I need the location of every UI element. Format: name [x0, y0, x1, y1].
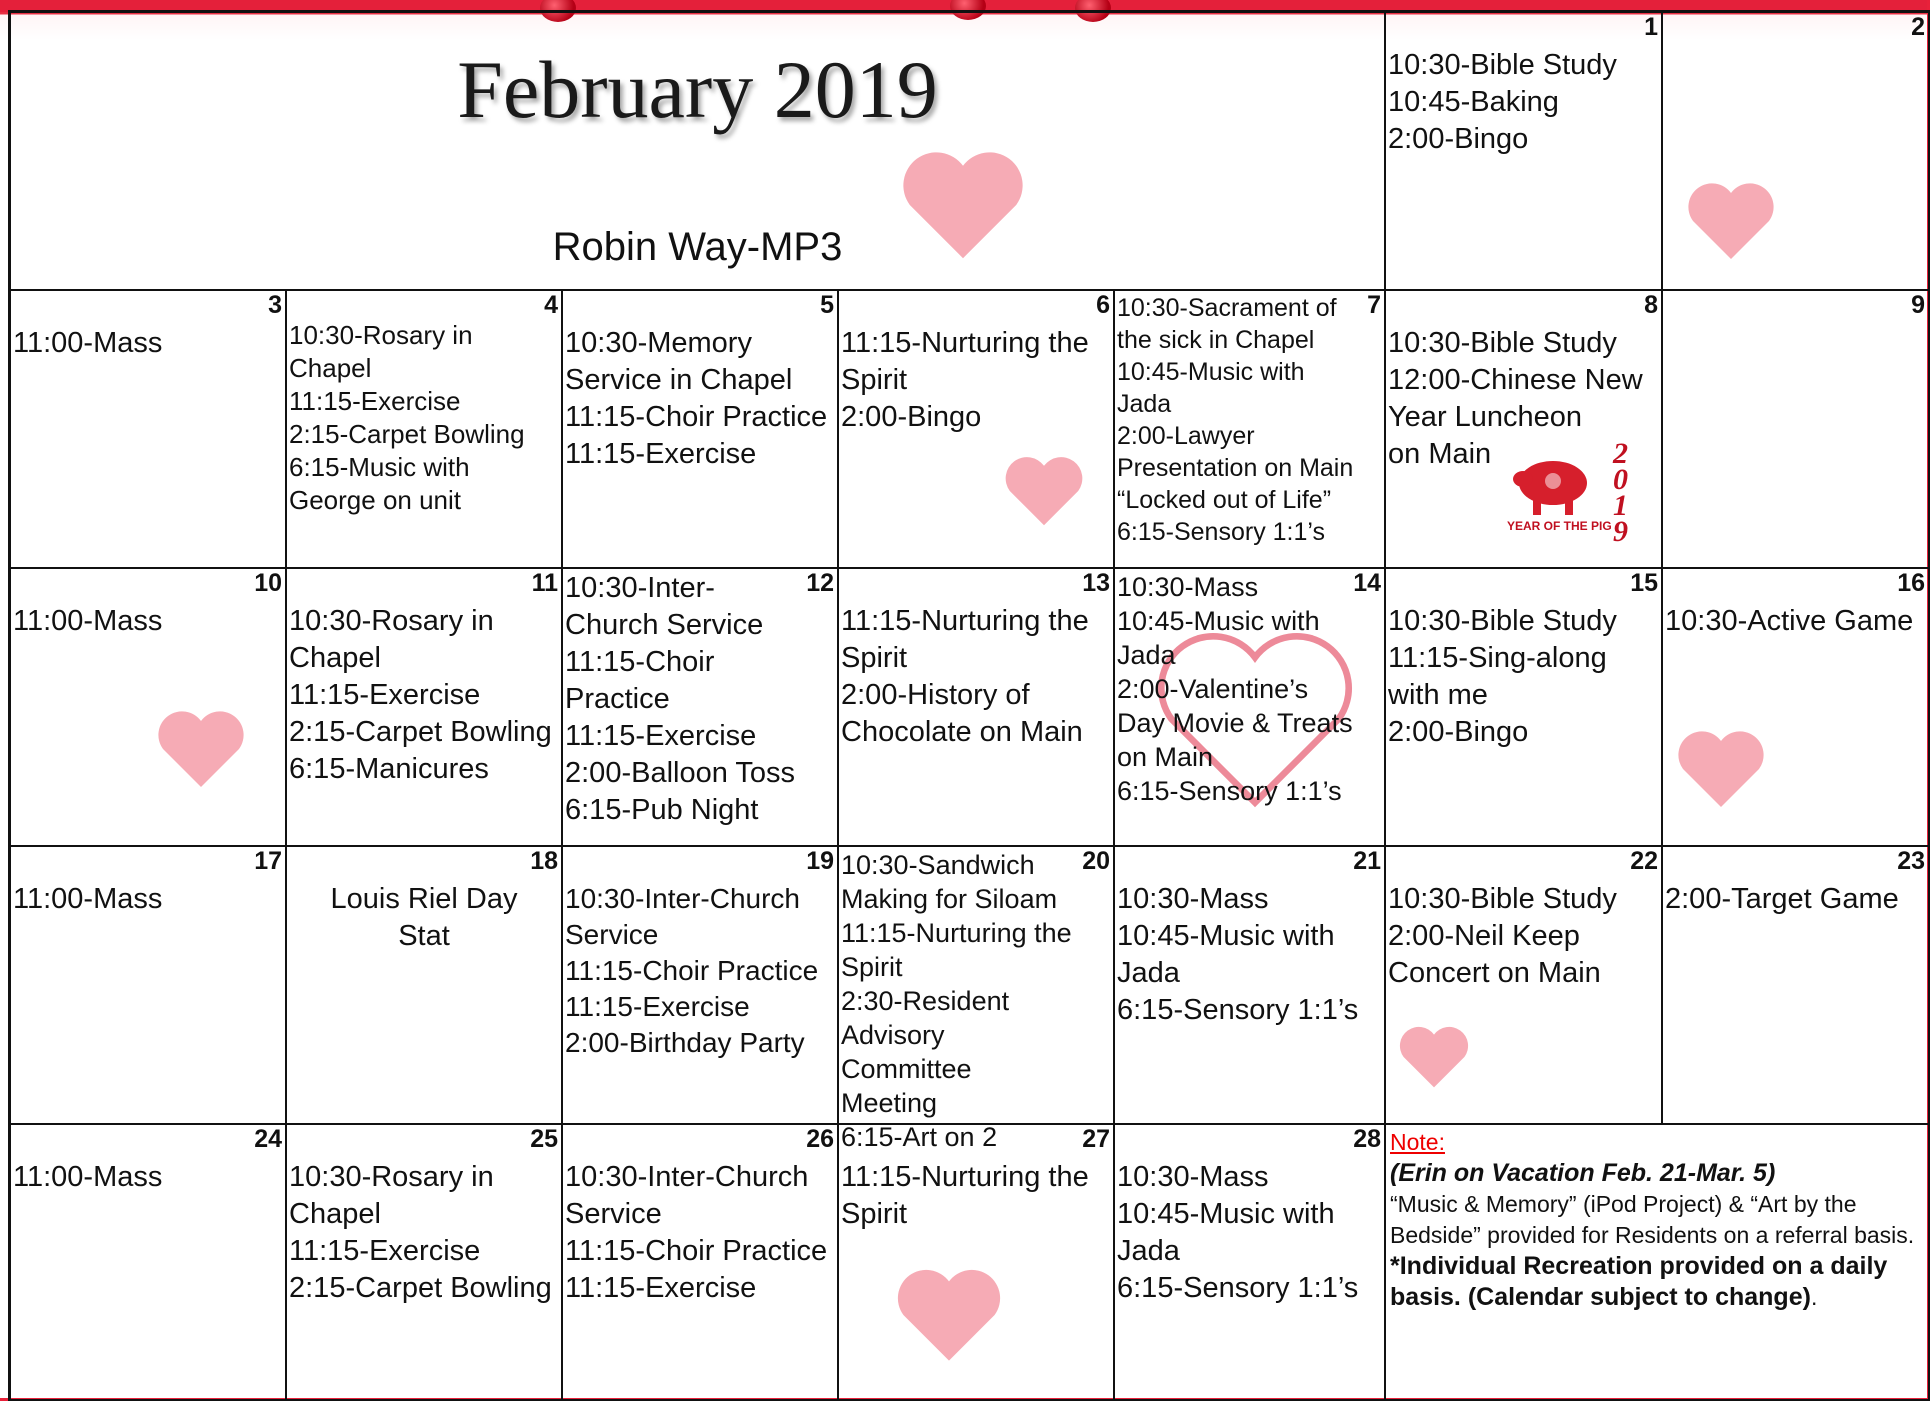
day-cell-15: [1386, 569, 1663, 847]
day-events: 2:00-Target Game: [1665, 883, 1899, 915]
day-events: 10:30-Bible Study 12:00-Chinese New Year Luncheon on Main: [1388, 327, 1643, 470]
day-cell-10: [11, 569, 287, 847]
day-number: 7: [1367, 291, 1381, 319]
day-events: 10:30-Active Game: [1665, 605, 1914, 637]
day-cell-2: [1663, 13, 1930, 291]
day-cell-5: [563, 291, 839, 569]
day-cell-26: [563, 1125, 839, 1401]
day-events: 10:30-Mass 10:45-Music with Jada 2:00-Valentine’s Day Movie & Treats on Main 6:15-Sensory 1:1’s: [1117, 572, 1353, 806]
day-cell-12: [563, 569, 839, 847]
day-events: 10:30-Bible Study 11:15-Sing-along with me 2:00-Bingo: [1388, 605, 1617, 748]
programs-note: “Music & Memory” (iPod Project) & “Art by the Bedside” provided for Residents on a referral basis.: [1390, 1191, 1915, 1248]
year-of-the-pig-label: YEAR OF THE PIG: [1507, 519, 1612, 533]
calendar-header: [11, 13, 1386, 291]
note-period: .: [1810, 1284, 1818, 1310]
day-events: Louis Riel Day Stat: [330, 883, 518, 952]
day-number: 24: [254, 1125, 282, 1153]
day-number: 26: [806, 1125, 834, 1153]
year-of-the-pig-graphic: [1501, 437, 1641, 548]
day-number: 15: [1630, 569, 1658, 597]
day-events: 11:15-Nurturing the Spirit: [841, 1161, 1089, 1230]
day-cell-17: [11, 847, 287, 1125]
day-events: 10:30-Mass 10:45-Music with Jada 6:15-Sensory 1:1’s: [1117, 883, 1359, 1026]
vacation-note: (Erin on Vacation Feb. 21-Mar. 5): [1390, 1159, 1776, 1187]
day-cell-16: [1663, 569, 1930, 847]
day-number: 14: [1353, 569, 1381, 597]
heart-icon: [151, 699, 251, 799]
day-number: 9: [1911, 291, 1925, 319]
day-number: 12: [806, 569, 834, 597]
day-cell-18: [287, 847, 563, 1125]
day-events: 10:30-Sacrament of the sick in Chapel 10:45-Music with Jada 2:00-Lawyer Presentation on Main “Locked out of Life” 6:15-Sensory 1:1’s: [1117, 294, 1354, 546]
day-number: 21: [1353, 847, 1381, 875]
day-events: 10:30-Mass 10:45-Music with Jada 6:15-Sensory 1:1’s: [1117, 1161, 1359, 1304]
day-cell-9: [1663, 291, 1930, 569]
day-events: 10:30-Sandwich Making for Siloam 11:15-Nurturing the Spirit 2:30-Resident Advisory Committee Meeting 6:15-Art on 2: [841, 850, 1072, 1152]
day-cell-27: [839, 1125, 1115, 1401]
day-number: 10: [254, 569, 282, 597]
day-number: 17: [254, 847, 282, 875]
heart-icon: [999, 446, 1089, 536]
day-number: 20: [1082, 847, 1110, 875]
day-events: 11:15-Nurturing the Spirit 2:00-Bingo: [841, 327, 1089, 433]
heart-icon: [1671, 719, 1771, 819]
heart-icon: [1394, 1017, 1474, 1097]
day-events: 10:30-Inter-Church Service 11:15-Choir Practice 11:15-Exercise: [565, 1161, 828, 1304]
day-events: 11:00-Mass: [13, 1161, 163, 1193]
day-cell-22: [1386, 847, 1663, 1125]
day-cell-8: [1386, 291, 1663, 569]
day-cell-4: [287, 291, 563, 569]
day-cell-3: [11, 291, 287, 569]
day-number: 1: [1644, 13, 1658, 41]
day-events: 11:15-Nurturing the Spirit 2:00-History of Chocolate on Main: [841, 605, 1089, 748]
day-cell-23: [1663, 847, 1930, 1125]
day-cell-28: [1115, 1125, 1386, 1401]
day-number: 25: [530, 1125, 558, 1153]
day-events: 10:30-Inter-Church Service 11:15-Choir Practice 11:15-Exercise 2:00-Birthday Party: [565, 883, 819, 1058]
day-number: 8: [1644, 291, 1658, 319]
day-number: 5: [820, 291, 834, 319]
day-events: 11:00-Mass: [13, 605, 163, 637]
day-events: 10:30-Bible Study 2:00-Neil Keep Concert on Main: [1388, 883, 1617, 989]
day-events: 10:30-Rosary in Chapel 11:15-Exercise 2:15-Carpet Bowling 6:15-Music with George on unit: [289, 320, 525, 515]
day-number: 27: [1082, 1125, 1110, 1153]
day-number: 2: [1911, 13, 1925, 41]
day-events: 11:00-Mass: [13, 883, 163, 915]
day-events: 11:00-Mass: [13, 327, 163, 359]
day-cell-14: [1115, 569, 1386, 847]
day-cell-25: [287, 1125, 563, 1401]
day-cell-13: [839, 569, 1115, 847]
calendar-grid: [8, 10, 1930, 1401]
day-number: 3: [268, 291, 282, 319]
individual-recreation-note: *Individual Recreation provided on a daily basis. (Calendar subject to change): [1390, 1252, 1888, 1311]
day-number: 19: [806, 847, 834, 875]
day-number: 11: [531, 569, 558, 597]
day-cell-19: [563, 847, 839, 1125]
heart-icon: [1681, 171, 1781, 271]
day-number: 13: [1082, 569, 1110, 597]
heart-icon: [889, 1255, 1009, 1375]
day-number: 16: [1897, 569, 1925, 597]
day-events: 10:30-Rosary in Chapel 11:15-Exercise 2:15-Carpet Bowling 6:15-Manicures: [289, 605, 552, 785]
day-number: 6: [1096, 291, 1110, 319]
day-events: 10:30-Rosary in Chapel 11:15-Exercise 2:15-Carpet Bowling: [289, 1161, 552, 1304]
heart-icon: [893, 135, 1033, 275]
day-number: 28: [1353, 1125, 1381, 1153]
day-cell-24: [11, 1125, 287, 1401]
notes-label: Note:: [1390, 1129, 1445, 1155]
day-events: 10:30-Inter-Church Service 11:15-Choir Practice 11:15-Exercise 2:00-Balloon Toss 6:15-Pub Night: [565, 572, 796, 826]
pig-year: 2019: [1613, 437, 1628, 548]
day-cell-7: [1115, 291, 1386, 569]
day-number: 23: [1897, 847, 1925, 875]
day-cell-11: [287, 569, 563, 847]
page-subtitle: Robin Way-MP3: [552, 225, 843, 269]
day-events: 10:30-Memory Service in Chapel 11:15-Choir Practice 11:15-Exercise: [565, 327, 828, 470]
day-cell-21: [1115, 847, 1386, 1125]
day-number: 18: [530, 847, 558, 875]
notes-cell: [1386, 1125, 1930, 1401]
day-events: 10:30-Bible Study 10:45-Baking 2:00-Bingo: [1388, 49, 1617, 155]
page-title: February 2019: [457, 44, 938, 135]
day-cell-1: [1386, 13, 1663, 291]
notes-block: [1390, 1127, 1924, 1313]
day-number: 4: [544, 291, 558, 319]
day-cell-6: [839, 291, 1115, 569]
day-number: 22: [1630, 847, 1658, 875]
